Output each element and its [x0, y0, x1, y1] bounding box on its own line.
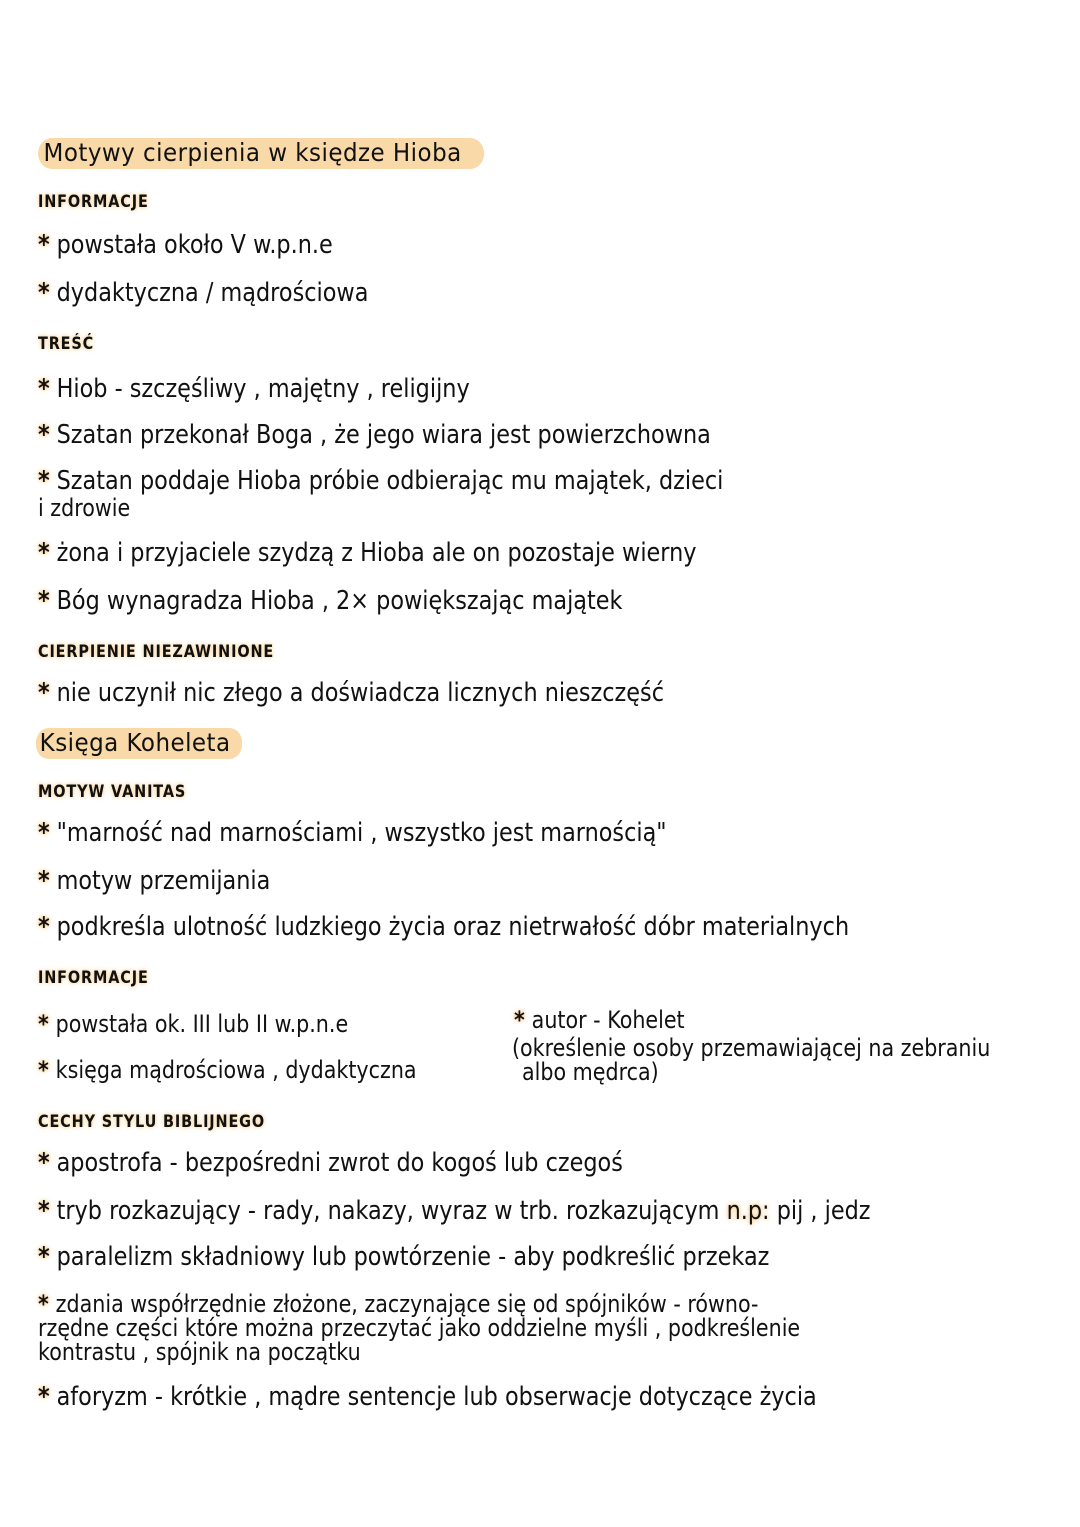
list-item: * dydaktyczna / mądrościowa: [38, 278, 369, 308]
heading-informacje-kohelet: INFORMACJE: [38, 968, 149, 988]
list-item: * apostrofa - bezpośredni zwrot do kogoś lub czegoś: [38, 1148, 623, 1178]
list-item: * powstała około V w.p.n.e: [38, 230, 333, 260]
asterisk-icon: *: [38, 466, 50, 496]
asterisk-icon: *: [38, 374, 50, 404]
asterisk-icon: *: [38, 818, 50, 848]
list-item-continuation: rzędne części które można przeczytać jako oddzielne myśli , podkreślenie: [38, 1314, 801, 1342]
example-label: n.p:: [726, 1196, 770, 1226]
asterisk-icon: *: [38, 538, 50, 568]
example-text: pij , jedz: [776, 1196, 871, 1226]
heading-informacje: INFORMACJE: [38, 192, 149, 212]
list-item: * motyw przemijania: [38, 866, 271, 896]
list-item: * księga mądrościowa , dydaktyczna: [38, 1056, 417, 1084]
asterisk-icon: *: [38, 866, 50, 896]
asterisk-icon: *: [38, 912, 50, 942]
list-item: * podkreśla ulotność ludzkiego życia oraz nietrwałość dóbr materialnych: [38, 912, 850, 942]
asterisk-icon: *: [38, 420, 50, 450]
asterisk-icon: *: [38, 1242, 50, 1272]
asterisk-icon: *: [38, 1196, 50, 1226]
asterisk-icon: *: [38, 1010, 49, 1038]
asterisk-icon: *: [38, 678, 50, 708]
asterisk-icon: *: [38, 1382, 50, 1412]
list-item: * aforyzm - krótkie , mądre sentencje lub obserwacje dotyczące życia: [38, 1382, 817, 1412]
asterisk-icon: *: [38, 230, 50, 260]
list-item: * Szatan przekonał Boga , że jego wiara jest powierzchowna: [38, 420, 711, 450]
list-item: * Bóg wynagradza Hioba , 2× powiększając majątek: [38, 586, 623, 616]
list-item-continuation: kontrastu , spójnik na początku: [38, 1338, 361, 1366]
asterisk-icon: *: [38, 586, 50, 616]
asterisk-icon: *: [514, 1006, 525, 1034]
list-item: * Hiob - szczęśliwy , majętny , religijny: [38, 374, 470, 404]
heading-motyw-vanitas: MOTYW VANITAS: [38, 782, 187, 802]
heading-cierpienie-niezawinione: CIERPIENIE NIEZAWINIONE: [38, 642, 275, 662]
asterisk-icon: *: [38, 278, 50, 308]
list-item: * "marność nad marnościami , wszystko jest marnością": [38, 818, 667, 848]
author-note-line-1: (określenie osoby przemawiającej na zebraniu: [512, 1034, 991, 1062]
list-item-continuation: i zdrowie: [38, 494, 131, 522]
list-item: * zdania współrzędnie złożone, zaczynające się od spójników - równo-: [38, 1290, 759, 1318]
list-item-author: * autor - Kohelet: [514, 1006, 685, 1034]
list-item: * paralelizm składniowy lub powtórzenie - aby podkreślić przekaz: [38, 1242, 770, 1272]
list-item: * powstała ok. III lub II w.p.n.e: [38, 1010, 349, 1038]
author-note-line-2: albo mędrca): [522, 1058, 659, 1086]
section-title-hiob: Motywy cierpienia w księdze Hioba: [38, 138, 484, 167]
list-item: * Szatan poddaje Hioba próbie odbierając mu majątek, dzieci: [38, 466, 724, 496]
heading-cechy-stylu-biblijnego: CECHY STYLU BIBLIJNEGO: [38, 1112, 266, 1132]
list-item: * tryb rozkazujący - rady, nakazy, wyraz w trb. rozkazującym n.p: pij , jedz: [38, 1196, 871, 1226]
asterisk-icon: *: [38, 1148, 50, 1178]
asterisk-icon: *: [38, 1290, 49, 1318]
list-item: * nie uczynił nic złego a doświadcza licznych nieszczęść: [38, 678, 664, 708]
section-title-kohelet: Księga Koheleta: [36, 728, 242, 757]
list-item: * żona i przyjaciele szydzą z Hioba ale on pozostaje wierny: [38, 538, 697, 568]
heading-tresc: TREŚĆ: [38, 334, 95, 354]
asterisk-icon: *: [38, 1056, 49, 1084]
